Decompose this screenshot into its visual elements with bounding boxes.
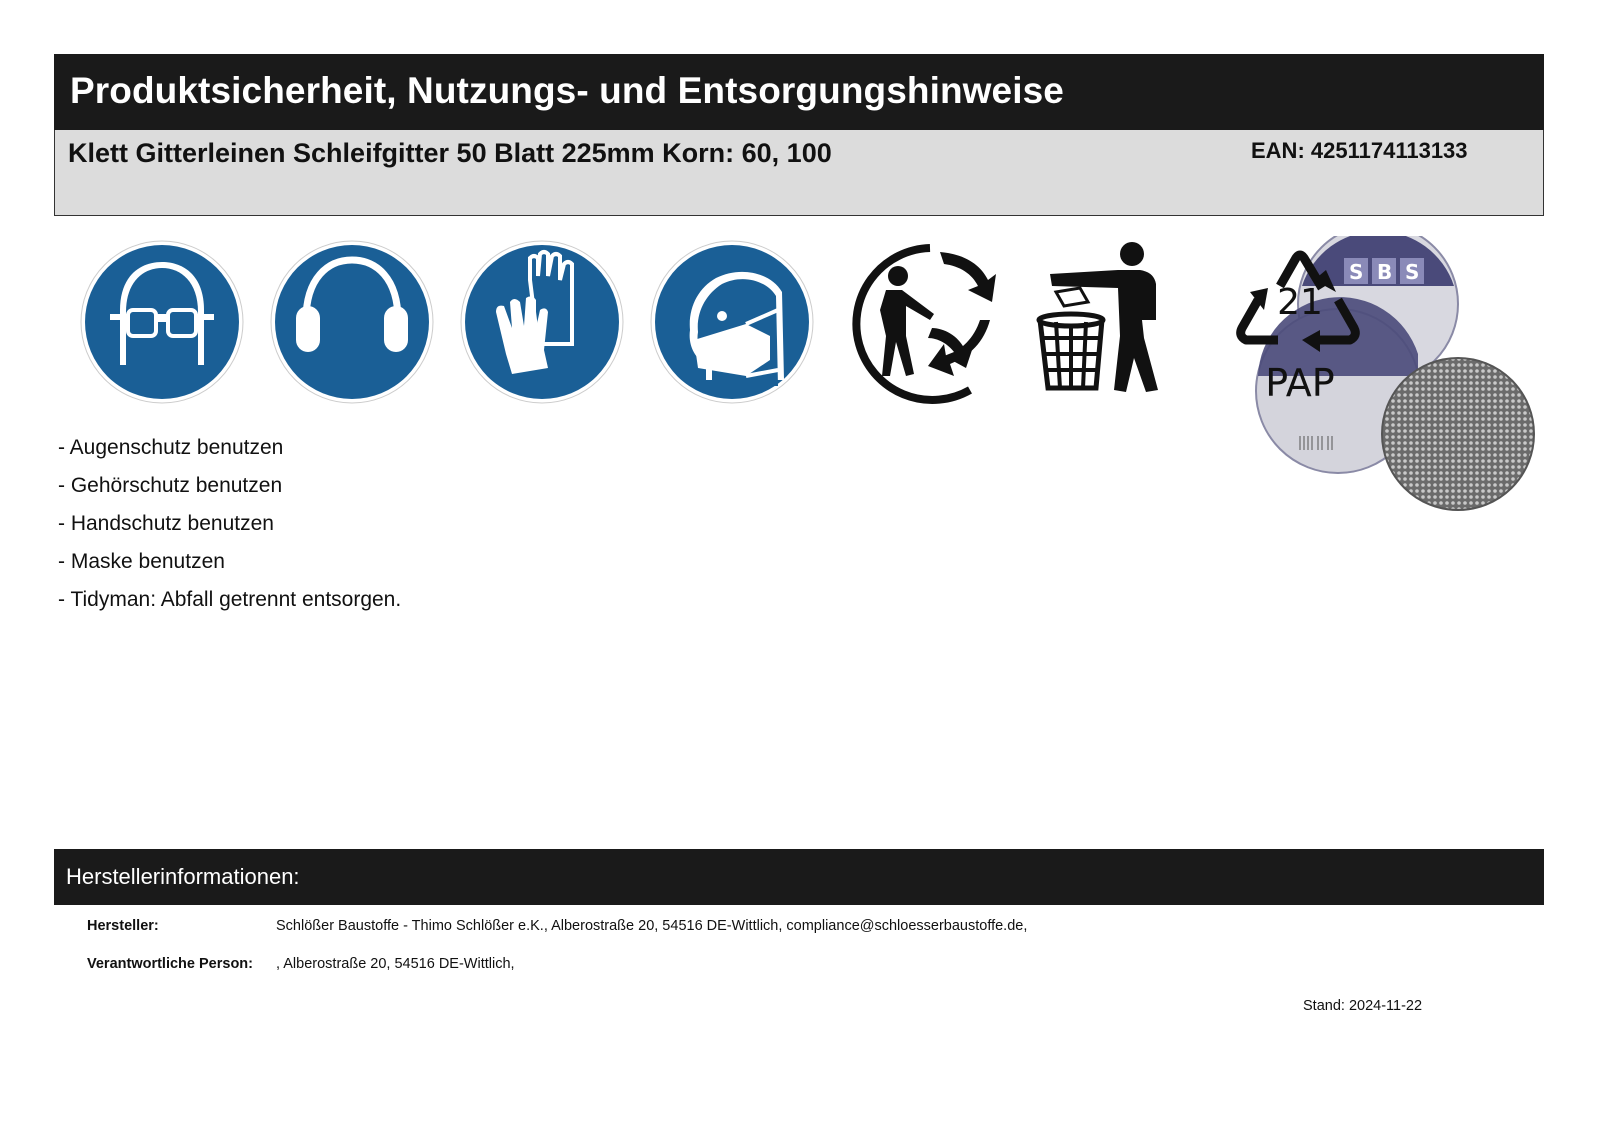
page-title: Produktsicherheit, Nutzungs- und Entsorgungshinweise xyxy=(70,70,1064,111)
note-mask: - Maske benutzen xyxy=(58,550,225,573)
hearing-protection-icon xyxy=(270,240,434,404)
header-bar xyxy=(54,54,1544,130)
responsible-person-label: Verantwortliche Person: xyxy=(87,956,253,972)
brand-logo: S xyxy=(1349,260,1364,284)
svg-text:B: B xyxy=(1377,260,1393,284)
hand-protection-icon xyxy=(460,240,624,404)
hersteller-value: Schlößer Baustoffe - Thimo Schlößer e.K., Alberostraße 20, 54516 DE-Wittlich, compliance@schloesserbaustoffe.de, xyxy=(276,918,1028,934)
recycling-code: 21 xyxy=(1277,282,1323,323)
responsible-person-value: , Alberostraße 20, 54516 DE-Wittlich, xyxy=(276,956,515,972)
hersteller-label: Hersteller: xyxy=(87,918,159,934)
note-hearing-protection: - Gehörschutz benutzen xyxy=(58,474,283,497)
note-tidyman: - Tidyman: Abfall getrennt entsorgen. xyxy=(58,588,402,611)
note-hand-protection: - Handschutz benutzen xyxy=(58,512,274,535)
manufacturer-section-header xyxy=(54,849,1544,905)
product-name: Klett Gitterleinen Schleifgitter 50 Blatt 225mm Korn: 60, 100 xyxy=(68,138,832,168)
safety-notes-list xyxy=(58,436,401,626)
ean-code: EAN: 4251174113133 xyxy=(1251,138,1468,163)
product-bar xyxy=(54,130,1544,216)
manufacturer-section-title: Herstellerinformationen: xyxy=(66,864,300,889)
tidyman-recycle-icon xyxy=(840,240,1010,404)
recycling-material: PAP xyxy=(1265,361,1335,405)
note-eye-protection: - Augenschutz benutzen xyxy=(58,436,284,459)
mask-icon xyxy=(650,240,814,404)
svg-text:S: S xyxy=(1405,260,1420,284)
tidyman-trash-icon xyxy=(1030,240,1180,404)
document-date: Stand: 2024-11-22 xyxy=(1303,998,1423,1014)
eye-protection-icon xyxy=(80,240,244,404)
recycling-pap-icon xyxy=(1230,236,1370,406)
